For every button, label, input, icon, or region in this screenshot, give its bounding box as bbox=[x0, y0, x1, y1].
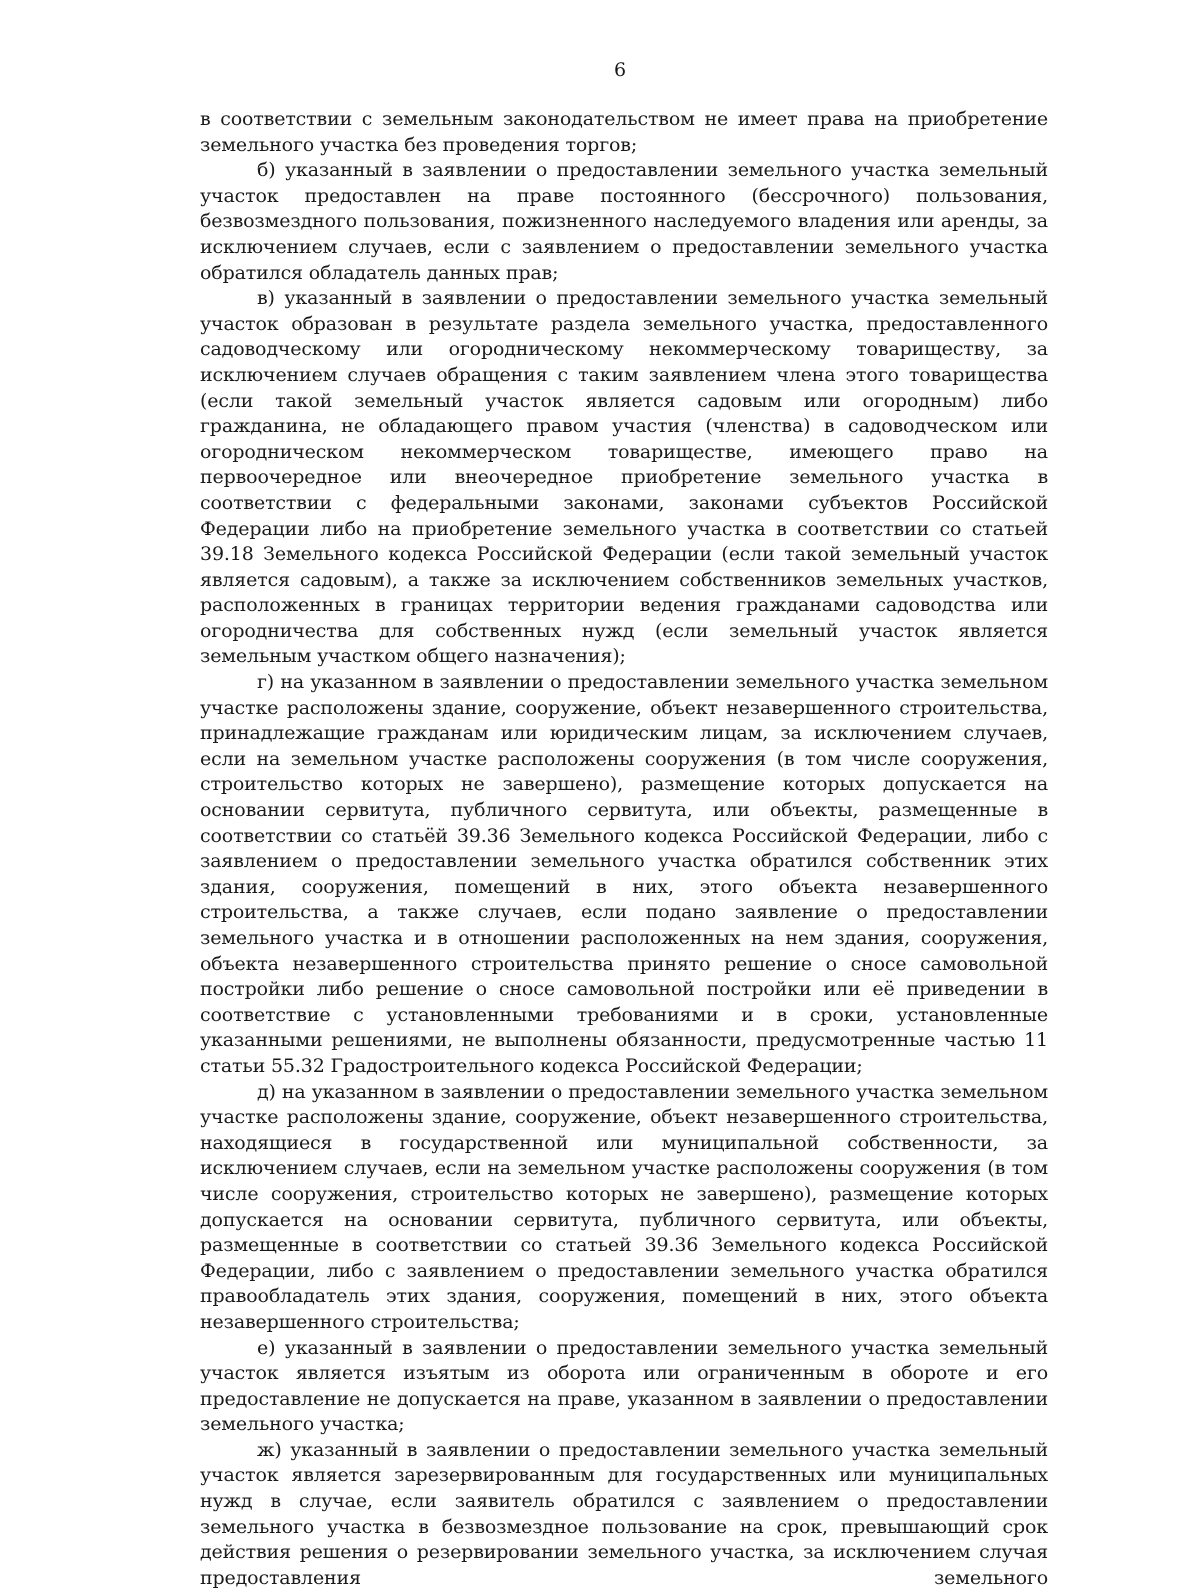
paragraph-item-d: д) на указанном в заявлении о предоставлении земельного участка земельном участке расположены здание, сооружение, объект незавершенного строительства, находящиеся в государственной или муниципальной собственности, за исключением случаев, если на земельном участке расположены сооружения (в том числе сооружения, строительство которых не завершено), размещение которых допускается на основании сервитута, публичного сервитута, или объекты, размещенные в соответствии со статьей 39.36 Земельного кодекса Российской Федерации, либо с заявлением о предоставлении земельного участка обратился правообладатель этих здания, сооружения, помещений в них, этого объекта незавершенного строительства; bbox=[200, 1080, 1048, 1333]
paragraph-item-v: в) указанный в заявлении о предоставлении земельного участка земельный участок образован в результате раздела земельного участка, предоставленного садоводческому или огородническому некоммерческому товариществу, за исключением случаев обращения с таким заявлением члена этого товарищества (если такой земельный участок является садовым или огородным) либо гражданина, не обладающего правом участия (членства) в садоводческом или огородническом некоммерческом товариществе, имеющего право на первоочередное или внеочередное приобретение земельного участка в соответствии с федеральными законами, законами субъектов Российской Федерации либо на приобретение земельного участка в соответствии со статьей 39.18 Земельного кодекса Российской Федерации (если такой земельный участок является садовым), а также за исключением собственников земельных участков, расположенных в границах территории ведения гражданами садоводства или огородничества для собственных нужд (если земельный участок является земельным участком общего назначения); bbox=[200, 287, 1048, 668]
paragraph-continuation: в соответствии с земельным законодательством не имеет права на приобретение земельного участка без проведения торгов; bbox=[200, 108, 1048, 156]
paragraph-item-e: е) указанный в заявлении о предоставлении земельного участка земельный участок является изъятым из оборота или ограниченным в обороте и его предоставление не допускается на праве, указанном в заявлении о предоставлении земельного участка; bbox=[200, 1336, 1048, 1436]
page-number: 6 bbox=[613, 59, 627, 81]
paragraph-item-zh: ж) указанный в заявлении о предоставлении земельного участка земельный участок является зарезервированным для государственных или муниципальных нужд в случае, если заявитель обратился с заявлением о предоставлении земельного участка в безвозмездное пользование на срок, превышающий срок действия решения о резервировании земельного участка, за исключением случая предоставления земельного bbox=[200, 1438, 1048, 1589]
paragraph-item-g: г) на указанном в заявлении о предоставлении земельного участка земельном участке расположены здание, сооружение, объект незавершенного строительства, принадлежащие гражданам или юридическим лицам, за исключением случаев, если на земельном участке расположены сооружения (в том числе сооружения, строительство которых не завершено), размещение которых допускается на основании сервитута, публичного сервитута, или объекты, размещенные в соответствии со статьёй 39.36 Земельного кодекса Российской Федерации, либо с заявлением о предоставлении земельного участка обратился собственник этих здания, сооружения, помещений в них, этого объекта незавершенного строительства, а также случаев, если подано заявление о предоставлении земельного участка и в отношении расположенных на нем здания, сооружения, объекта незавершенного строительства принято решение о сносе самовольной постройки либо решение о сносе самовольной постройки или её приведении в соответствие с установленными требованиями и в сроки, установленные указанными решениями, не выполнены обязанности, предусмотренные частью 11 статьи 55.32 Градостроительного кодекса Российской Федерации; bbox=[200, 671, 1048, 1077]
document-body bbox=[200, 107, 1048, 1591]
paragraph-item-b: б) указанный в заявлении о предоставлении земельного участка земельный участок предоставлен на праве постоянного (бессрочного) пользования, безвозмездного пользования, пожизненного наследуемого владения или аренды, за исключением случаев, если с заявлением о предоставлении земельного участка обратился обладатель данных прав; bbox=[200, 159, 1048, 284]
